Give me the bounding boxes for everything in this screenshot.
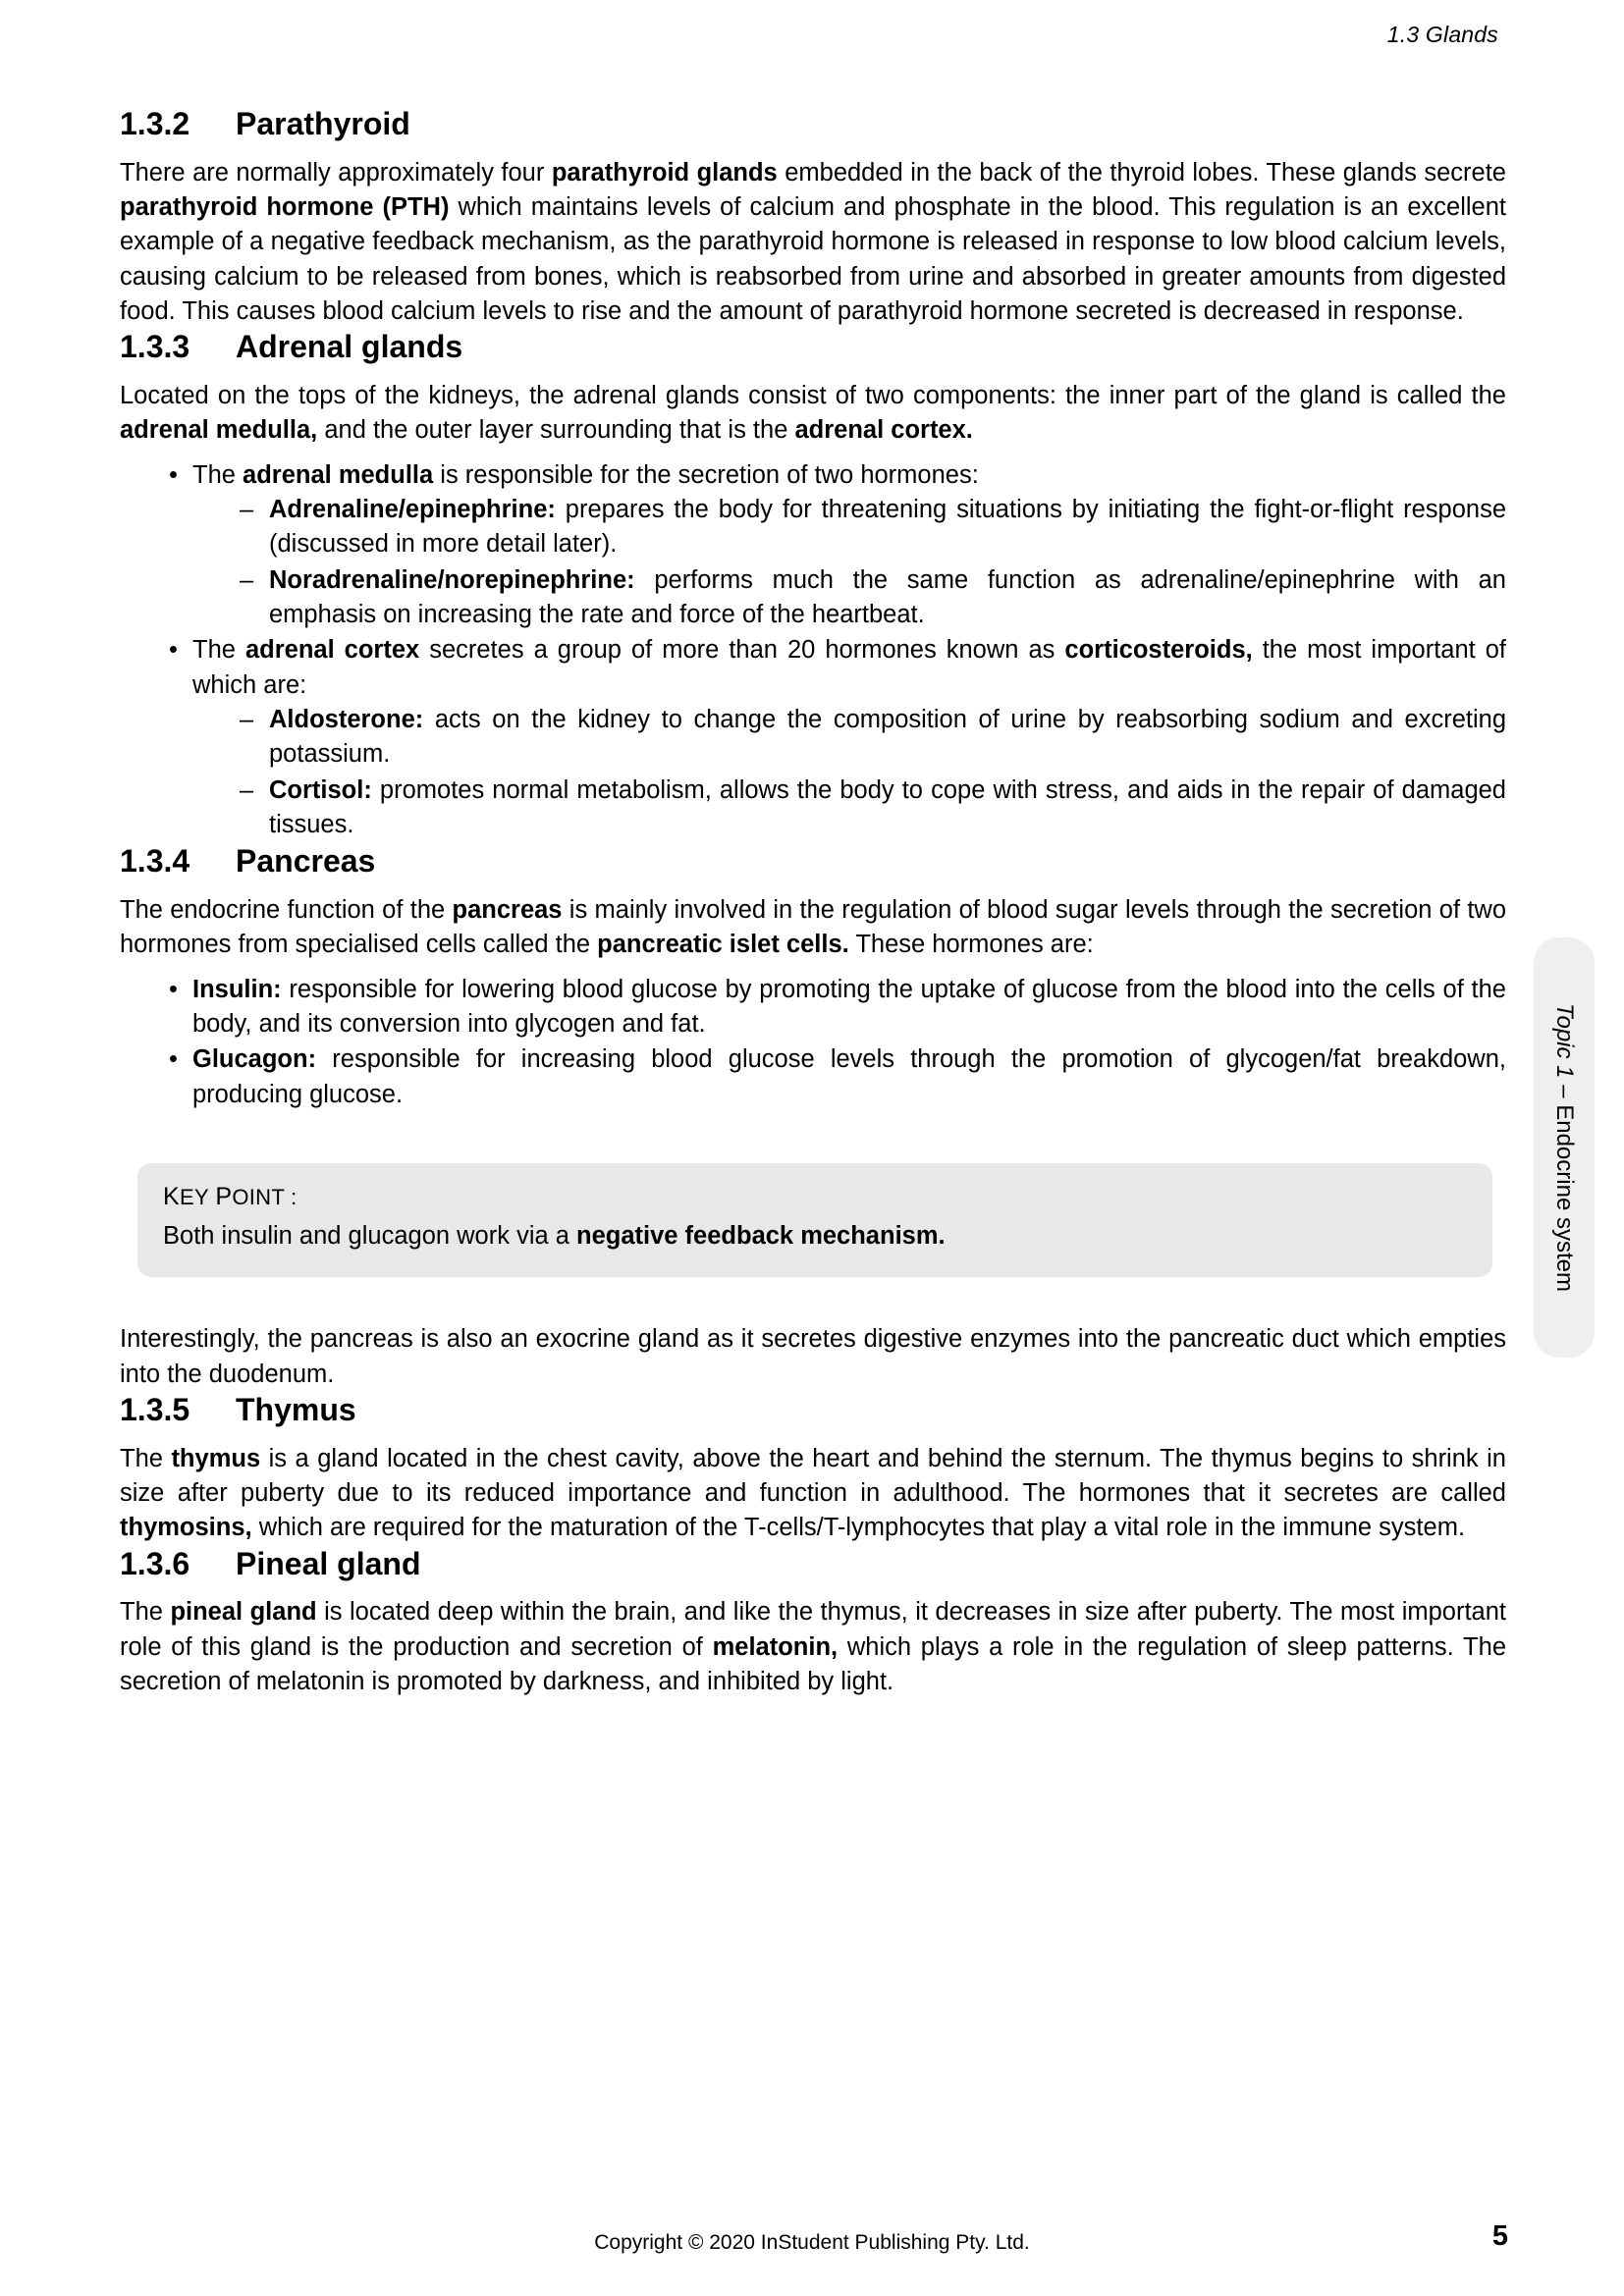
list-item: [165, 1042, 1506, 1112]
adrenal-cortex-sublist: [192, 703, 1506, 842]
paragraph-exocrine: Interestingly, the pancreas is also an exocrine gland as it secretes digestive enzymes into the pancreatic duct which empties into the duodenum.: [120, 1325, 1506, 1388]
paragraph-thymus: The thymus is a gland located in the chest cavity, above the heart and behind the sternum. The thymus begins to shrink in size after puberty due to its reduced importance and function in adulthood. The hormones that it secretes are called thymosins, which are required for the maturation of the T-cells/T-lymphocytes that play a vital role in the immune system.: [120, 1444, 1506, 1542]
list-item-text: The adrenal cortex secretes a group of more than 20 hormones known as corticosteroids, the most important of which are:: [192, 636, 1506, 699]
footer-page-number: 5: [1491, 2220, 1508, 2252]
section-number: 1.3.2: [120, 106, 190, 141]
section-title: Pineal gland: [236, 1545, 421, 1581]
footer-copyright: Copyright © 2020 InStudent Publishing Pty. Ltd.: [594, 2231, 1030, 2254]
dash-icon: –: [240, 705, 254, 733]
key-point-label-ey: EY: [179, 1184, 209, 1209]
running-header: 1.3 Glands: [1386, 22, 1498, 47]
key-point-label-k: K: [163, 1182, 180, 1210]
list-item-text: Noradrenaline/norepinephrine: performs much the same function as adrenaline/epinephrine with an emphasis on increasing the rate and force of the heartbeat.: [269, 565, 1506, 629]
paragraph-pancreas-intro: The endocrine function of the pancreas is mainly involved in the regulation of blood sugar levels through the secretion of two hormones from specialised cells called the pancreatic islet cells. These hormones are:: [120, 896, 1507, 959]
dash-icon: –: [240, 565, 254, 594]
section-number: 1.3.4: [120, 843, 190, 880]
dash-icon: –: [240, 775, 254, 804]
paragraph-adrenal-intro: Located on the tops of the kidneys, the adrenal glands consist of two components: the inner part of the gland is called the adrenal medulla, and the outer layer surrounding that is the adrenal cortex.: [120, 382, 1506, 445]
topic-side-tab-plain: Endocrine system: [1551, 1104, 1578, 1292]
list-item-text: Adrenaline/epinephrine: prepares the body for threatening situations by initiating the fight-or-flight response (discussed in more detail later).: [269, 496, 1506, 559]
page-content: [120, 106, 1506, 1699]
paragraph-parathyroid: There are normally approximately four parathyroid glands embedded in the back of the thyroid lobes. These glands secrete parathyroid hormone (PTH) which maintains levels of calcium and phosphate in the blood. This regulation is an excellent example of a negative feedback mechanism, as the parathyroid hormone is released in response to low blood calcium levels, causing calcium to be released from bones, which is reabsorbed from urine and absorbed in greater amounts from digested food. This causes blood calcium levels to rise and the amount of parathyroid hormone secreted is decreased in response.: [120, 158, 1506, 326]
list-item-text: Aldosterone: acts on the kidney to change the composition of urine by reabsorbing sodium and excreting potassium.: [269, 705, 1506, 769]
pancreas-bullet-list: [120, 973, 1506, 1112]
adrenal-bullet-list: [120, 458, 1506, 842]
key-point-label: [163, 1183, 1467, 1211]
key-point-label-p: P: [215, 1182, 233, 1210]
section-title: Thymus: [236, 1391, 356, 1427]
section-heading-1-3-2: [120, 106, 1506, 142]
section-heading-1-3-4: [120, 843, 1506, 880]
section-heading-1-3-6: [120, 1546, 1506, 1582]
paragraph-pineal: The pineal gland is located deep within the brain, and like the thymus, it decreases in size after puberty. The most important role of this gland is the production and secretion of melatonin, which plays a role in the regulation of sleep patterns. The secretion of melatonin is promoted by darkness, and inhibited by light.: [120, 1598, 1507, 1695]
key-point-label-oint: OINT :: [232, 1184, 298, 1209]
list-item: [165, 633, 1506, 842]
section-number: 1.3.6: [120, 1545, 190, 1581]
key-point-box: [137, 1163, 1492, 1277]
topic-side-tab-label: [1550, 1003, 1578, 1292]
section-title: Pancreas: [236, 843, 376, 880]
section-heading-1-3-5: [120, 1392, 1506, 1428]
list-item: [240, 703, 1506, 773]
bullet-icon: •: [169, 460, 178, 489]
list-item: [165, 973, 1506, 1042]
list-item-text: Cortisol: promotes normal metabolism, allows the body to cope with stress, and aids in the repair of damaged tissues.: [269, 775, 1506, 838]
adrenal-medulla-sublist: [192, 493, 1506, 632]
section-title: Parathyroid: [236, 106, 410, 141]
section-number: 1.3.5: [120, 1391, 190, 1427]
list-item-text: Insulin: responsible for lowering blood glucose by promoting the uptake of glucose from the blood into the cells of the body, and its conversion into glycogen and fat.: [192, 975, 1506, 1038]
list-item: [240, 493, 1506, 562]
bullet-icon: •: [169, 975, 178, 1003]
topic-side-tab-italic: Topic 1 –: [1551, 1003, 1578, 1105]
section-title: Adrenal glands: [236, 329, 463, 365]
list-item-text: Glucagon: responsible for increasing blood glucose levels through the promotion of glycogen/fat breakdown, producing glucose.: [192, 1045, 1506, 1108]
list-item-text: The adrenal medulla is responsible for the secretion of two hormones:: [192, 460, 979, 489]
list-item: [240, 563, 1506, 633]
topic-side-tab: [1534, 937, 1595, 1358]
key-point-text: Both insulin and glucagon work via a negative feedback mechanism.: [163, 1221, 946, 1250]
section-number: 1.3.3: [120, 329, 190, 365]
bullet-icon: •: [169, 636, 178, 665]
list-item: [240, 774, 1506, 843]
section-heading-1-3-3: [120, 329, 1506, 365]
list-item: [165, 458, 1506, 633]
dash-icon: –: [240, 496, 254, 524]
bullet-icon: •: [169, 1045, 178, 1074]
